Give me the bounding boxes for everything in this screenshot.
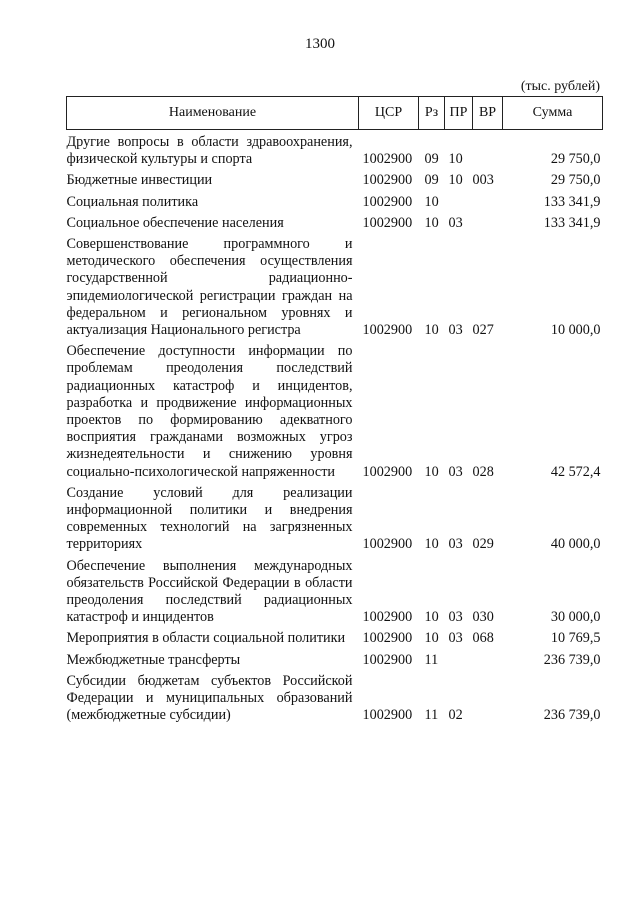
row-pr: 03 [448, 609, 463, 626]
row-rz: 11 [424, 707, 439, 724]
page-number: 1300 [305, 36, 335, 52]
row-sum: 236 739,0 [543, 651, 601, 668]
header-vr: ВР [473, 97, 503, 130]
row-vr [473, 669, 503, 725]
row-csr: 1002900 [362, 322, 413, 339]
row-name: Социальное обеспечение населения [66, 214, 284, 231]
row-name: Мероприятия в области социальной политики [66, 630, 346, 647]
row-pr: 03 [448, 630, 463, 647]
row-pr: 03 [448, 322, 463, 339]
table-row [67, 211, 603, 232]
row-pr: 03 [448, 536, 463, 553]
row-pr: 03 [448, 463, 463, 480]
row-sum: 133 341,9 [543, 193, 601, 210]
unit-note: (тыс. рублей) [520, 79, 600, 94]
header-name: Наименование [67, 97, 359, 130]
row-sum: 42 572,4 [550, 463, 601, 480]
row-vr [473, 211, 503, 232]
row-csr: 1002900 [362, 172, 413, 189]
table-row [67, 554, 603, 627]
row-csr: 1002900 [362, 151, 413, 168]
row-rz: 10 [424, 609, 439, 626]
row-sum: 30 000,0 [550, 609, 601, 626]
row-rz: 10 [424, 630, 439, 647]
table-row [67, 626, 603, 647]
row-vr: 003 [472, 172, 494, 189]
row-csr: 1002900 [362, 463, 413, 480]
row-csr: 1002900 [362, 707, 413, 724]
row-name: Совершенствование программного и методического обеспечения осуществления государственной радиационно-эпидемиологической регистрации граждан на федеральном и региональном уровнях и актуализация Национального регистра [66, 236, 353, 339]
row-name: Межбюджетные трансферты [66, 651, 241, 668]
row-pr: 03 [448, 214, 463, 231]
table-row [67, 481, 603, 554]
row-name: Создание условий для реализации информационной политики и внедрения современных технологий на загрязненных территориях [66, 484, 353, 553]
row-pr: 10 [448, 172, 463, 189]
row-rz: 10 [424, 322, 439, 339]
row-sum: 40 000,0 [550, 536, 601, 553]
row-rz: 11 [424, 651, 439, 668]
row-pr [445, 648, 473, 669]
row-rz: 09 [424, 151, 439, 168]
row-vr: 028 [472, 463, 494, 480]
row-csr: 1002900 [362, 630, 413, 647]
row-sum: 29 750,0 [550, 172, 601, 189]
table-row [67, 232, 603, 339]
header-rz: Рз [419, 97, 445, 130]
row-vr [473, 190, 503, 211]
row-csr: 1002900 [362, 609, 413, 626]
row-csr: 1002900 [362, 651, 413, 668]
row-sum: 133 341,9 [543, 214, 601, 231]
header-pr: ПР [445, 97, 473, 130]
row-rz: 10 [424, 463, 439, 480]
row-name: Бюджетные инвестиции [66, 172, 213, 189]
header-sum: Сумма [503, 97, 603, 130]
row-vr: 029 [472, 536, 494, 553]
row-pr: 02 [448, 707, 463, 724]
row-sum: 29 750,0 [550, 151, 601, 168]
row-vr: 030 [472, 609, 494, 626]
row-rz: 09 [424, 172, 439, 189]
header-csr: ЦСР [359, 97, 419, 130]
budget-table [66, 96, 603, 725]
row-name: Обеспечение доступности информации по проблемам преодоления последствий радиационных катастроф и инцидентов, разработка и продвижение информационных проектов по формированию адекватного восприятия гражданами возможных угроз жизнедеятельности и снижению уровня социально-психологической напряженности [66, 343, 353, 480]
row-vr: 068 [472, 630, 494, 647]
row-vr: 027 [472, 322, 494, 339]
row-rz: 10 [424, 193, 439, 210]
table-row [67, 130, 603, 169]
table-row [67, 190, 603, 211]
row-pr [445, 190, 473, 211]
row-csr: 1002900 [362, 536, 413, 553]
row-rz: 10 [424, 536, 439, 553]
row-sum: 10 769,5 [550, 630, 601, 647]
row-csr: 1002900 [362, 214, 413, 231]
row-pr: 10 [448, 151, 463, 168]
row-rz: 10 [424, 214, 439, 231]
row-vr [473, 648, 503, 669]
row-name: Социальная политика [66, 193, 199, 210]
row-name: Субсидии бюджетам субъектов Российской Федерации и муниципальных образований (межбюджетные субсидии) [66, 672, 353, 724]
table-header-row [67, 97, 603, 130]
row-vr [473, 130, 503, 169]
table-row [67, 669, 603, 725]
table-row [67, 339, 603, 481]
row-name: Обеспечение выполнения международных обязательств Российской Федерации в области преодоления последствий радиационных катастроф и инцидентов [66, 557, 353, 626]
row-csr: 1002900 [362, 193, 413, 210]
table-row [67, 168, 603, 189]
table-row [67, 648, 603, 669]
row-sum: 236 739,0 [543, 707, 601, 724]
row-sum: 10 000,0 [550, 322, 601, 339]
row-name: Другие вопросы в области здравоохранения, физической культуры и спорта [66, 134, 353, 168]
